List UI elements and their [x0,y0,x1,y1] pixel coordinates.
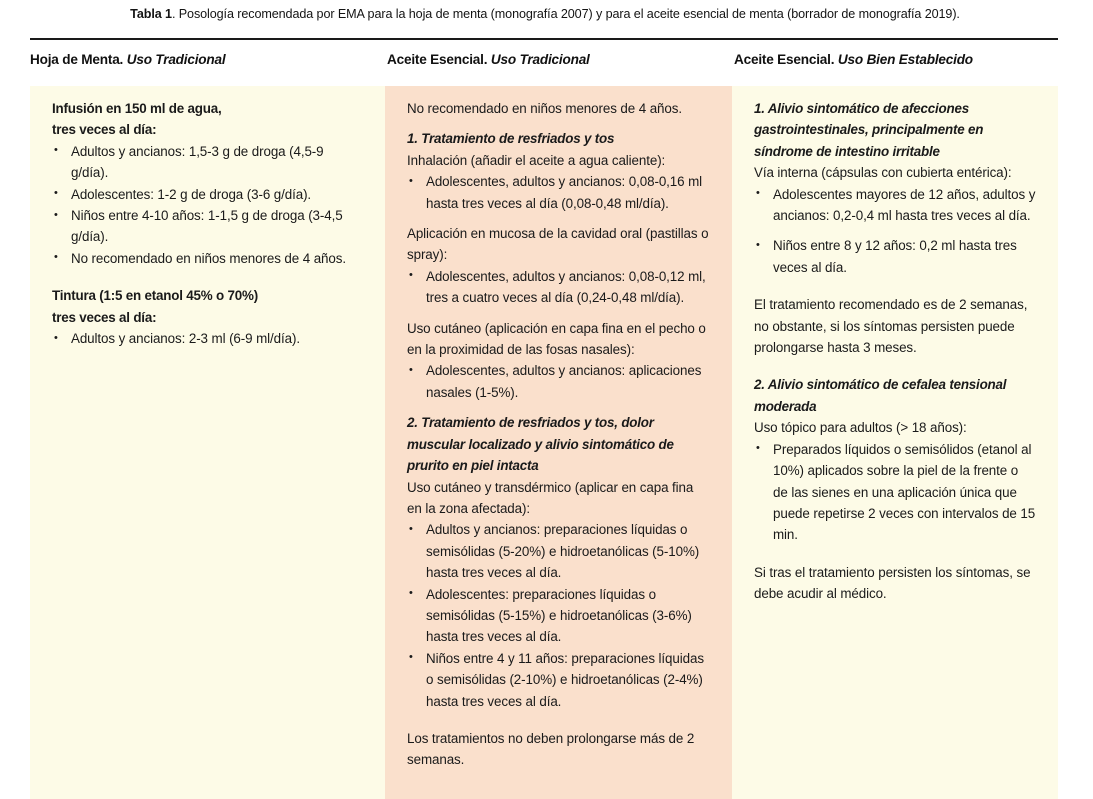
col1-heading2-line1: Tintura (1:5 en etanol 45% o 70%) [52,288,258,304]
col2-bullet-list-inhalacion [407,171,710,214]
col3-bullet-list-via-interna [754,184,1036,279]
col1-heading1-line1: Infusión en 150 ml de agua, [52,101,222,116]
spacer [754,546,1036,562]
list-item: • Adultos y ancianos: 1,5-3 g de droga (4,5-9 g/día). [52,141,363,184]
list-item: • Niños entre 4-10 años: 1-1,5 g de droga (3-4,5 g/día). [52,205,363,248]
col1-bullet-list-infusion [52,141,363,269]
posology-table [30,48,1058,799]
col2-closing: Los tratamientos no deben prolongarse más de 2 semanas. [407,730,695,768]
column-header-aceite-tradicional-plain: Aceite Esencial. [387,52,488,67]
table-caption [30,6,1060,23]
spacer [754,358,1036,374]
column-header-hoja-menta-italic: Uso Tradicional [126,52,226,67]
list-item: • Niños entre 4 y 11 años: preparaciones líquidas o semisólidas (2-10%) e hidroetanólicas (2-4%) hasta tres veces al día. [407,648,710,712]
spacer [407,214,710,223]
column-header-hoja-menta-plain: Hoja de Menta. [30,52,124,67]
col2-section2-title: 2. Tratamiento de resfriados y tos, dolor muscular localizado y alivio sintomático de prurito en piel intacta [407,415,674,474]
list-item: • Preparados líquidos o semisólidos (etanol al 10%) aplicados sobre la piel de la frente o de las sienes en una aplicación única que puede repetirse 2 veces con intervalos de 15 min. [754,439,1036,546]
table-caption-text: . Posología recomendada por EMA para la hoja de menta (monografía 2007) y para el aceite esencial de menta (borrador de monografía 2019). [171,7,960,21]
column-header-aceite-bien-establecido-italic: Uso Bien Establecido [837,52,973,67]
col3-bullet-list-uso-topico [754,439,1036,546]
table-caption-label: Tabla 1 [130,7,172,21]
col3-note2: Si tras el tratamiento persisten los síntomas, se debe acudir al médico. [754,564,1031,602]
list-item: • Adolescentes: preparaciones líquidas o semisólidas (5-15%) e hidroetanólicas (3-6%) hasta tres veces al día. [407,584,710,648]
spacer [407,403,710,412]
col2-section2-lead1: Uso cutáneo y transdérmico (aplicar en capa fina en la zona afectada): [407,479,694,516]
col2-section1-lead2: Aplicación en mucosa de la cavidad oral (pastillas o spray): [407,226,709,263]
column-header-hoja-menta [30,48,385,86]
list-item: • Adolescentes mayores de 12 años, adultos y ancianos: 0,2-0,4 ml hasta tres veces al día. [754,184,1036,227]
col1-heading1-line2: tres veces al día: [52,122,157,138]
col2-section1-title: 1. Tratamiento de resfriados y tos [407,131,615,147]
column-body-hoja-menta [30,86,385,799]
list-item: • Adolescentes, adultos y ancianos: aplicaciones nasales (1-5%). [407,360,710,403]
col2-intro: No recomendado en niños menores de 4 años. [407,101,682,116]
column-header-aceite-bien-establecido [732,48,1058,86]
spacer [754,278,1036,294]
list-item: • No recomendado en niños menores de 4 años. [52,248,363,269]
column-body-aceite-tradicional [385,86,732,799]
list-item: • Adultos y ancianos: preparaciones líquidas o semisólidas (5-20%) e hidroetanólicas (5-10%) hasta tres veces al día. [407,519,710,583]
spacer [407,119,710,128]
col1-bullet-list-tintura [52,328,363,349]
column-body-aceite-bien-establecido [732,86,1058,799]
col3-section1-lead: Vía interna (cápsulas con cubierta entérica): [754,165,1012,181]
col3-section1-title: 1. Alivio sintomático de afecciones gastrointestinales, principalmente en síndrome de intestino irritable [754,101,984,159]
column-header-aceite-bien-establecido-plain: Aceite Esencial. [734,52,835,67]
col3-section2-lead: Uso tópico para adultos (> 18 años): [754,420,967,436]
col2-bullet-list-transdermico [407,519,710,712]
col3-section2-title: 2. Alivio sintomático de cefalea tensional moderada [754,377,1007,414]
col2-bullet-list-cutaneo [407,360,710,403]
spacer [52,269,363,285]
list-item: • Adolescentes, adultos y ancianos: 0,08-0,12 ml, tres a cuatro veces al día (0,24-0,48 ml/día). [407,266,710,309]
col2-section1-lead3: Uso cutáneo (aplicación en capa fina en el pecho o en la proximidad de las fosas nasales): [407,320,706,358]
col2-section1-lead1: Inhalación (añadir el aceite a agua caliente): [407,152,666,168]
column-header-aceite-tradicional [385,48,732,86]
list-item: • Niños entre 8 y 12 años: 0,2 ml hasta tres veces al día. [754,235,1036,278]
col3-note1: El tratamiento recomendado es de 2 semanas, no obstante, si los síntomas persisten puede prolongarse hasta 3 meses. [754,297,1028,356]
spacer [407,712,710,728]
caption-divider-rule [30,38,1058,40]
spacer [407,309,710,318]
col2-bullet-list-mucosa [407,266,710,309]
column-header-aceite-tradicional-italic: Uso Tradicional [490,52,590,67]
list-item: • Adolescentes, adultos y ancianos: 0,08-0,16 ml hasta tres veces al día (0,08-0,48 ml/día). [407,171,710,214]
list-item: • Adolescentes: 1-2 g de droga (3-6 g/día). [52,184,363,205]
col1-heading2-line2: tres veces al día: [52,309,157,325]
list-item: • Adultos y ancianos: 2-3 ml (6-9 ml/día). [52,328,363,349]
